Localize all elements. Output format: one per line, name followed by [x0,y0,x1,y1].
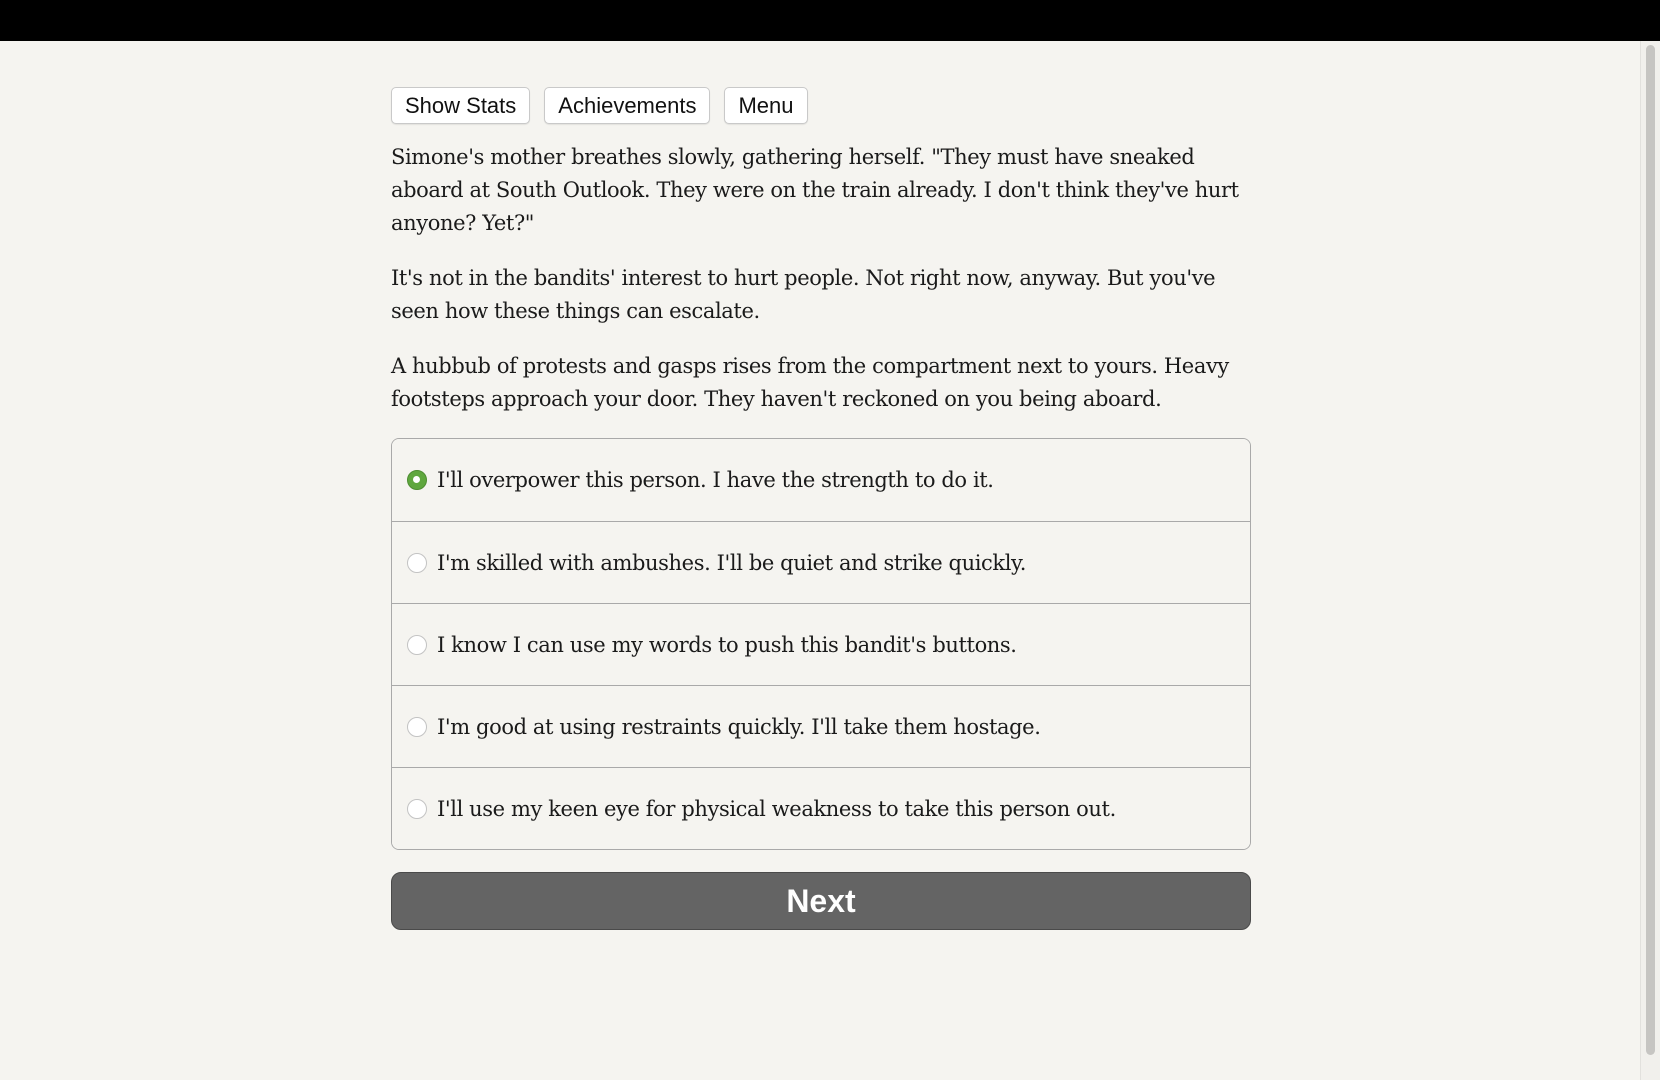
choice-option[interactable] [392,767,1250,849]
story-paragraph: Simone's mother breathes slowly, gathering herself. "They must have sneaked aboard at South Outlook. They were on the train already. I don't think they've hurt anyone? Yet?" [391,145,1239,235]
choice-option[interactable] [392,603,1250,685]
story-paragraph: It's not in the bandits' interest to hurt people. Not right now, anyway. But you've seen how these things can escalate. [391,266,1216,323]
choice-option[interactable] [392,439,1250,521]
choice-label: I know I can use my words to push this bandit's buttons. [437,632,1017,657]
choice-list [391,438,1251,850]
radio-button[interactable] [407,635,427,655]
choice-option[interactable] [392,521,1250,603]
choice-label: I'll use my keen eye for physical weakness to take this person out. [437,796,1116,821]
choice-option[interactable] [392,685,1250,767]
vertical-scrollbar[interactable] [1640,41,1660,1080]
window-top-bar [0,0,1660,41]
game-content [391,87,1251,930]
next-button[interactable]: Next [391,872,1251,930]
toolbar [391,87,1251,124]
choice-label: I'll overpower this person. I have the strength to do it. [437,468,994,492]
choice-label: I'm good at using restraints quickly. I'll take them hostage. [437,714,1041,739]
achievements-button[interactable]: Achievements [544,87,710,124]
story-paragraph: A hubbub of protests and gasps rises from the compartment next to yours. Heavy footsteps approach your door. They haven't reckoned on you being aboard. [391,354,1229,411]
story-text [391,141,1251,416]
radio-button[interactable] [407,717,427,737]
show-stats-button[interactable]: Show Stats [391,87,530,124]
menu-button[interactable]: Menu [724,87,807,124]
radio-button-selected[interactable] [407,470,427,490]
scrollbar-thumb[interactable] [1646,45,1655,1055]
choice-label: I'm skilled with ambushes. I'll be quiet and strike quickly. [437,550,1026,575]
radio-button[interactable] [407,799,427,819]
radio-button[interactable] [407,553,427,573]
